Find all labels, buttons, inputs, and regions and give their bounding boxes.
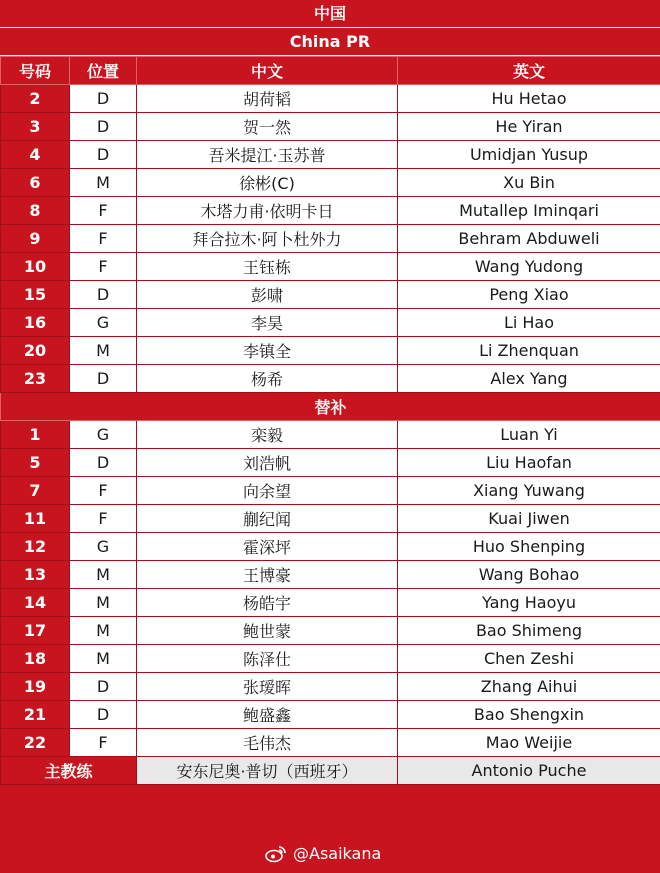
player-position: G xyxy=(70,421,137,449)
player-row xyxy=(1,309,660,337)
player-position: F xyxy=(70,477,137,505)
player-name-english: Zhang Aihui xyxy=(398,673,660,701)
player-position: D xyxy=(70,365,137,393)
player-name-english: Mutallep Iminqari xyxy=(398,197,660,225)
watermark-handle: @Asaikana xyxy=(293,844,382,863)
player-row xyxy=(1,477,660,505)
player-row xyxy=(1,589,660,617)
player-name-english: Hu Hetao xyxy=(398,85,660,113)
player-name-english: Umidjan Yusup xyxy=(398,141,660,169)
player-position: F xyxy=(70,225,137,253)
player-number: 9 xyxy=(1,225,70,253)
player-name-chinese: 王博豪 xyxy=(137,561,398,589)
coach-row xyxy=(1,757,660,785)
player-name-english: Bao Shengxin xyxy=(398,701,660,729)
player-name-chinese: 鲍盛鑫 xyxy=(137,701,398,729)
starters-list xyxy=(1,85,660,393)
weibo-icon xyxy=(265,845,287,863)
player-number: 2 xyxy=(1,85,70,113)
player-position: D xyxy=(70,673,137,701)
player-row xyxy=(1,505,660,533)
player-number: 6 xyxy=(1,169,70,197)
player-row xyxy=(1,253,660,281)
player-name-english: Wang Bohao xyxy=(398,561,660,589)
player-row xyxy=(1,281,660,309)
player-number: 1 xyxy=(1,421,70,449)
player-name-english: Bao Shimeng xyxy=(398,617,660,645)
player-number: 12 xyxy=(1,533,70,561)
player-position: D xyxy=(70,701,137,729)
player-name-chinese: 蒯纪闻 xyxy=(137,505,398,533)
coach-label: 主教练 xyxy=(1,757,137,785)
column-header-english: 英文 xyxy=(398,57,660,85)
player-name-english: Huo Shenping xyxy=(398,533,660,561)
player-row xyxy=(1,365,660,393)
player-name-english: Alex Yang xyxy=(398,365,660,393)
sheet-title: 中国 xyxy=(0,0,660,28)
player-row xyxy=(1,85,660,113)
player-name-chinese: 李昊 xyxy=(137,309,398,337)
player-row xyxy=(1,449,660,477)
player-position: F xyxy=(70,253,137,281)
player-position: F xyxy=(70,197,137,225)
watermark xyxy=(265,844,381,863)
player-number: 10 xyxy=(1,253,70,281)
player-row xyxy=(1,421,660,449)
player-name-english: He Yiran xyxy=(398,113,660,141)
player-position: D xyxy=(70,141,137,169)
player-row xyxy=(1,225,660,253)
player-name-english: Peng Xiao xyxy=(398,281,660,309)
team-name: China PR xyxy=(0,28,660,56)
player-number: 7 xyxy=(1,477,70,505)
player-name-english: Chen Zeshi xyxy=(398,645,660,673)
player-name-chinese: 李镇全 xyxy=(137,337,398,365)
player-name-chinese: 杨希 xyxy=(137,365,398,393)
player-number: 22 xyxy=(1,729,70,757)
player-name-chinese: 霍深坪 xyxy=(137,533,398,561)
player-name-chinese: 木塔力甫·依明卡日 xyxy=(137,197,398,225)
player-position: M xyxy=(70,337,137,365)
player-name-chinese: 鲍世蒙 xyxy=(137,617,398,645)
player-name-chinese: 杨皓宇 xyxy=(137,589,398,617)
player-name-chinese: 陈泽仕 xyxy=(137,645,398,673)
player-row xyxy=(1,645,660,673)
subs-label: 替补 xyxy=(1,393,660,421)
player-name-english: Kuai Jiwen xyxy=(398,505,660,533)
player-row xyxy=(1,197,660,225)
player-name-english: Li Hao xyxy=(398,309,660,337)
player-row xyxy=(1,701,660,729)
player-number: 13 xyxy=(1,561,70,589)
player-number: 15 xyxy=(1,281,70,309)
player-position: M xyxy=(70,561,137,589)
roster-table xyxy=(0,56,660,785)
player-row xyxy=(1,169,660,197)
column-header-chinese: 中文 xyxy=(137,57,398,85)
player-name-chinese: 刘浩帆 xyxy=(137,449,398,477)
player-number: 8 xyxy=(1,197,70,225)
player-name-chinese: 拜合拉木·阿卜杜外力 xyxy=(137,225,398,253)
player-row xyxy=(1,673,660,701)
player-name-chinese: 毛伟杰 xyxy=(137,729,398,757)
player-name-chinese: 张瑷晖 xyxy=(137,673,398,701)
player-position: M xyxy=(70,645,137,673)
player-row xyxy=(1,113,660,141)
player-name-english: Luan Yi xyxy=(398,421,660,449)
player-number: 4 xyxy=(1,141,70,169)
player-name-english: Behram Abduweli xyxy=(398,225,660,253)
player-position: D xyxy=(70,85,137,113)
player-name-chinese: 彭啸 xyxy=(137,281,398,309)
player-number: 21 xyxy=(1,701,70,729)
player-position: F xyxy=(70,505,137,533)
player-name-english: Xu Bin xyxy=(398,169,660,197)
player-row xyxy=(1,141,660,169)
player-row xyxy=(1,561,660,589)
player-number: 18 xyxy=(1,645,70,673)
header-row xyxy=(1,57,660,85)
player-position: F xyxy=(70,729,137,757)
player-number: 17 xyxy=(1,617,70,645)
player-position: M xyxy=(70,169,137,197)
player-position: D xyxy=(70,449,137,477)
player-row xyxy=(1,337,660,365)
player-name-english: Yang Haoyu xyxy=(398,589,660,617)
player-position: D xyxy=(70,113,137,141)
player-number: 23 xyxy=(1,365,70,393)
player-number: 3 xyxy=(1,113,70,141)
player-row xyxy=(1,533,660,561)
player-name-english: Liu Haofan xyxy=(398,449,660,477)
column-header-number: 号码 xyxy=(1,57,70,85)
player-name-english: Xiang Yuwang xyxy=(398,477,660,505)
player-name-english: Wang Yudong xyxy=(398,253,660,281)
player-name-chinese: 胡荷韬 xyxy=(137,85,398,113)
column-header-position: 位置 xyxy=(70,57,137,85)
player-number: 5 xyxy=(1,449,70,477)
player-number: 20 xyxy=(1,337,70,365)
player-name-english: Mao Weijie xyxy=(398,729,660,757)
player-position: M xyxy=(70,589,137,617)
player-name-chinese: 贺一然 xyxy=(137,113,398,141)
player-position: M xyxy=(70,617,137,645)
player-name-english: Li Zhenquan xyxy=(398,337,660,365)
player-row xyxy=(1,729,660,757)
player-name-chinese: 向余望 xyxy=(137,477,398,505)
player-position: G xyxy=(70,309,137,337)
player-number: 11 xyxy=(1,505,70,533)
coach-name-english: Antonio Puche xyxy=(398,757,660,785)
player-position: G xyxy=(70,533,137,561)
subs-header-row xyxy=(1,393,660,421)
player-name-chinese: 王钰栋 xyxy=(137,253,398,281)
player-name-chinese: 徐彬(C) xyxy=(137,169,398,197)
player-number: 19 xyxy=(1,673,70,701)
player-position: D xyxy=(70,281,137,309)
player-number: 14 xyxy=(1,589,70,617)
player-name-chinese: 栾毅 xyxy=(137,421,398,449)
player-name-chinese: 吾米提江·玉苏普 xyxy=(137,141,398,169)
subs-list xyxy=(1,421,660,757)
coach-name-chinese: 安东尼奥·普切（西班牙） xyxy=(137,757,398,785)
player-number: 16 xyxy=(1,309,70,337)
player-row xyxy=(1,617,660,645)
